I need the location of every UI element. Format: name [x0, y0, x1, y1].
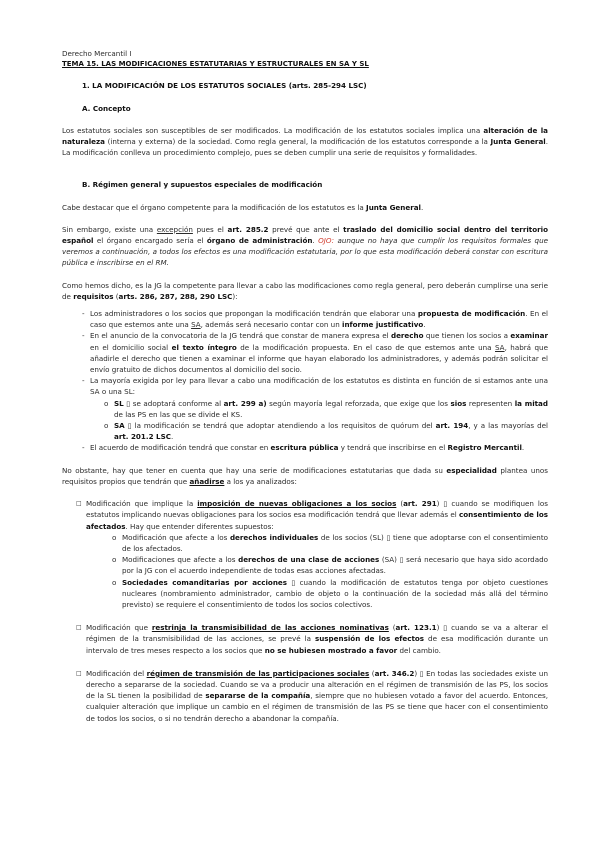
subsection-b-heading: B. Régimen general y supuestos especiales de modificación — [82, 180, 323, 190]
subsection-a-heading: A. Concepto — [82, 103, 131, 113]
special-modifications-paragraph: No obstante, hay que tener en cuenta que hay una serie de modificaciones estatutarias que dada su especialidad plantea unos requisitos propios que tendrán que añadirse a los ya analizados: — [62, 465, 548, 486]
competent-organ-paragraph: Cabe destacar que el órgano competente para la modificación de los estatutos es la Junta General. — [62, 202, 424, 212]
chapter-title: TEMA 15. LAS MODIFICACIONES ESTATUTARIAS Y ESTRUCTURALES EN SA Y SL — [62, 60, 369, 69]
list-item: □ Modificación que implique la imposición de nuevas obligaciones a los socios (art. 291) ▯ cuando se modifiquen los estatutos implicando nuevas obligaciones para los socios esa modificación tendrá que llevar además el consentimiento de los afectados. Hay que entender diferentes supuestos: — [76, 498, 548, 532]
special-modification-obligations — [62, 498, 548, 610]
list-subitem: o Sociedades comanditarias por acciones ▯ cuando la modificación de estatutos tenga por objeto cuestiones nucleares (nombramiento administrador, cambio de objeto o la continuación de la sociedad más allá del término previsto) se requiere el consentimiento de todos los socios colectivos. — [112, 577, 548, 611]
course-header: Derecho Mercantil I — [62, 49, 132, 58]
section-1-heading: 1. LA MODIFICACIÓN DE LOS ESTATUTOS SOCIALES (arts. 285-294 LSC) — [82, 81, 367, 91]
list-item: - El acuerdo de modificación tendrá que constar en escritura pública y tendrá que inscribirse en el Registro Mercantil. — [82, 442, 548, 453]
list-item: - En el anuncio de la convocatoria de la JG tendrá que constar de manera expresa el derecho que tienen los socios a examinar en el domicilio social el texto íntegro de la modificación propuesta. En el caso de que estemos ante una SA, habrá que añadirle el derecho que tienen a examinar el informe que hayan elaborado los administradores, y además podrán solicitar el envío gratuito de dichos documentos al domicilio del socio. — [82, 330, 548, 375]
concept-paragraph: Los estatutos sociales son susceptibles de ser modificados. La modificación de los estatutos sociales implica una alteración de la naturaleza (interna y externa) de la sociedad. Como regla general, la modificación de los estatutos corresponde a la Junta General. La modificación conlleva un procedimiento complejo, pues se deben cumplir una serie de requisitos y formalidades. — [62, 125, 548, 158]
special-modification-transmissibility — [62, 622, 548, 656]
requirements-intro-paragraph: Como hemos dicho, es la JG la competente para llevar a cabo las modificaciones como regla general, pero deberán cumplirse una serie de requisitos (arts. 286, 287, 288, 290 LSC): — [62, 280, 548, 301]
list-item: □ Modificación del régimen de transmisión de las participaciones sociales (art. 346.2) ▯ En todas las sociedades existe un derecho a separarse de la sociedad. Cuando se va a producir una alteración en el régimen de transmisión de las PS, los socios de la SL tienen la posibilidad de separarse de la compañía, siempre que no hubiesen votado a favor del acuerdo. Entonces, cualquier alteración que implique un cambio en el régimen de transmisión de las PS se tiene que hacer con el consentimiento de todos los socios, o si no tendrán derecho a abandonar la compañía. — [76, 668, 548, 724]
list-item: - La mayoría exigida por ley para llevar a cabo una modificación de los estatutos es distinta en función de si estamos ante una SA o una SL: — [82, 375, 548, 397]
document-page — [62, 48, 548, 724]
special-modification-participations — [62, 668, 548, 724]
exception-paragraph: Sin embargo, existe una excepción pues el art. 285.2 prevé que ante el traslado del domicilio social dentro del territorio español el órgano encargado sería el órgano de administración. OJO: aunque no haya que cumplir los requisitos formales que veremos a continuación, a todos los efectos es una modificación estatutaria, por lo que esta modificación deberá constar con escritura pública e inscribirse en el RM. — [62, 224, 549, 268]
list-item: - Los administradores o los socios que propongan la modificación tendrán que elaborar una propuesta de modificación. En el caso que estemos ante una SA, además será necesario contar con un informe justificativo. — [82, 308, 548, 330]
requirements-list — [62, 308, 548, 454]
list-subitem-sl: o SL ▯ se adoptará conforme al art. 299 a) según mayoría legal reforzada, que exige que los sios representen la mitad de las PS en las que se divide el KS. — [104, 398, 548, 420]
list-item: □ Modificación que restrinja la transmisibilidad de las acciones nominativas (art. 123.1) ▯ cuando se va a alterar el régimen de la transmisibilidad de las acciones, se prevé la suspensión de los efectos de esa modificación durante un intervalo de tres meses respecto a los socios que no se hubiesen mostrado a favor del cambio. — [76, 622, 548, 656]
list-subitem-sa: o SA ▯ la modificación se tendrá que adoptar atendiendo a los requisitos de quórum del art. 194, y a las mayorías del art. 201.2 LSC. — [104, 420, 548, 442]
list-subitem: o Modificación que afecte a los derechos individuales de los socios (SL) ▯ tiene que adoptarse con el consentimiento de los afectados. — [112, 532, 548, 554]
list-subitem: o Modificaciones que afecte a los derechos de una clase de acciones (SA) ▯ será necesario que haya sido acordado por la JG con el acuerdo independiente de todas esas acciones afectadas. — [112, 554, 548, 576]
